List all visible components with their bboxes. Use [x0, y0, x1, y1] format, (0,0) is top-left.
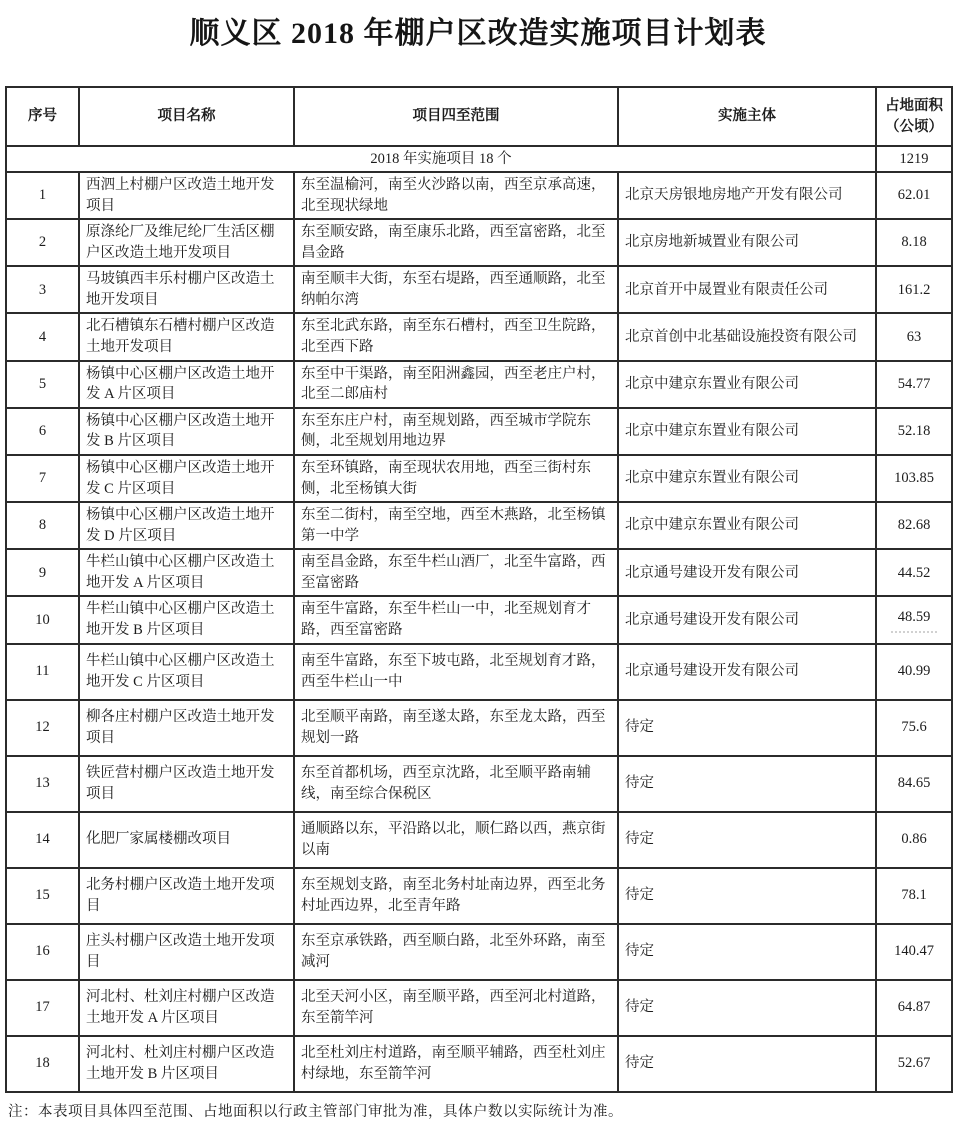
table-row	[6, 1036, 952, 1092]
entity-cell: 北京天房银地房地产开发有限公司	[618, 172, 876, 219]
project-name-cell: 牛栏山镇中心区棚户区改造土地开发 A 片区项目	[79, 549, 294, 596]
entity-cell: 北京首开中晟置业有限责任公司	[618, 266, 876, 313]
area-cell	[876, 756, 952, 812]
table-row	[6, 596, 952, 643]
serial-cell: 10	[6, 596, 79, 643]
scope-cell: 南至牛富路，东至牛栏山一中，北至规划育才路，西至富密路	[294, 596, 618, 643]
scope-cell: 东至首都机场，西至京沈路，北至顺平路南辅线，南至综合保税区	[294, 756, 618, 812]
footer-note: 注：本表项目具体四至范围、占地面积以行政主管部门审批为准，具体户数以实际统计为准。	[8, 1103, 623, 1120]
area-cell	[876, 924, 952, 980]
table-row	[6, 266, 952, 313]
area-cell	[876, 266, 952, 313]
entity-cell: 待定	[618, 812, 876, 868]
project-name-cell: 铁匠营村棚户区改造土地开发项目	[79, 756, 294, 812]
serial-cell: 14	[6, 812, 79, 868]
area-cell	[876, 172, 952, 219]
table-row	[6, 219, 952, 266]
table-row	[6, 361, 952, 408]
entity-cell: 北京中建京东置业有限公司	[618, 455, 876, 502]
table-row	[6, 924, 952, 980]
area-cell	[876, 455, 952, 502]
summary-row	[6, 146, 952, 172]
area-value: 44.52	[897, 564, 931, 581]
summary-label: 2018 年实施项目 18 个	[6, 146, 876, 172]
smudge-artifact	[891, 630, 937, 633]
serial-cell: 11	[6, 644, 79, 700]
scope-cell: 南至昌金路，东至牛栏山酒厂，北至牛富路，西至富密路	[294, 549, 618, 596]
area-cell	[876, 219, 952, 266]
area-cell	[876, 700, 952, 756]
col-header-entity: 实施主体	[618, 87, 876, 146]
serial-cell: 3	[6, 266, 79, 313]
project-name-cell: 牛栏山镇中心区棚户区改造土地开发 B 片区项目	[79, 596, 294, 643]
col-header-scope: 项目四至范围	[294, 87, 618, 146]
table-row	[6, 980, 952, 1036]
scope-cell: 东至温榆河，南至火沙路以南，西至京承高速，北至现状绿地	[294, 172, 618, 219]
area-cell	[876, 549, 952, 596]
entity-cell: 待定	[618, 868, 876, 924]
table-row	[6, 756, 952, 812]
project-name-cell: 杨镇中心区棚户区改造土地开发 A 片区项目	[79, 361, 294, 408]
scope-cell: 通顺路以东，平沿路以北，顺仁路以西，燕京街以南	[294, 812, 618, 868]
scope-cell: 北至杜刘庄村道路，南至顺平辅路，西至杜刘庄村绿地，东至箭竿河	[294, 1036, 618, 1092]
area-cell	[876, 868, 952, 924]
area-value: 103.85	[894, 470, 934, 487]
entity-cell: 待定	[618, 924, 876, 980]
serial-cell: 2	[6, 219, 79, 266]
project-name-cell: 牛栏山镇中心区棚户区改造土地开发 C 片区项目	[79, 644, 294, 700]
col-header-area: 占地面积（公顷）	[876, 87, 952, 146]
entity-cell: 北京中建京东置业有限公司	[618, 408, 876, 455]
scope-cell: 东至二街村，南至空地，西至木燕路，北至杨镇第一中学	[294, 502, 618, 549]
area-value: 161.2	[897, 281, 931, 298]
entity-cell: 北京通号建设开发有限公司	[618, 549, 876, 596]
project-name-cell: 杨镇中心区棚户区改造土地开发 D 片区项目	[79, 502, 294, 549]
scope-cell: 东至规划支路，南至北务村址南边界，西至北务村址西边界，北至青年路	[294, 868, 618, 924]
area-value: 78.1	[901, 887, 927, 904]
project-name-cell: 北务村棚户区改造土地开发项目	[79, 868, 294, 924]
table-row	[6, 644, 952, 700]
area-value: 0.86	[901, 831, 927, 848]
table-row	[6, 172, 952, 219]
entity-cell: 待定	[618, 1036, 876, 1092]
table-body	[6, 146, 952, 1092]
area-value: 62.01	[897, 187, 931, 204]
serial-cell: 13	[6, 756, 79, 812]
area-value: 52.18	[897, 423, 931, 440]
area-cell	[876, 502, 952, 549]
summary-area: 1219	[876, 146, 952, 172]
project-name-cell: 柳各庄村棚户区改造土地开发项目	[79, 700, 294, 756]
scope-cell: 东至顺安路，南至康乐北路，西至富密路，北至昌金路	[294, 219, 618, 266]
serial-cell: 15	[6, 868, 79, 924]
entity-cell: 北京中建京东置业有限公司	[618, 502, 876, 549]
entity-cell: 待定	[618, 700, 876, 756]
area-cell	[876, 313, 952, 360]
project-name-cell: 杨镇中心区棚户区改造土地开发 B 片区项目	[79, 408, 294, 455]
area-value: 82.68	[897, 517, 931, 534]
area-cell	[876, 596, 952, 643]
entity-cell: 北京通号建设开发有限公司	[618, 596, 876, 643]
project-name-cell: 马坡镇西丰乐村棚户区改造土地开发项目	[79, 266, 294, 313]
project-name-cell: 杨镇中心区棚户区改造土地开发 C 片区项目	[79, 455, 294, 502]
scope-cell: 东至环镇路，南至现状农用地，西至三街村东侧，北至杨镇大街	[294, 455, 618, 502]
table-row	[6, 868, 952, 924]
serial-cell: 12	[6, 700, 79, 756]
table-row	[6, 313, 952, 360]
table-row	[6, 502, 952, 549]
table-row	[6, 812, 952, 868]
table-row	[6, 700, 952, 756]
table-row	[6, 549, 952, 596]
col-header-project-name: 项目名称	[79, 87, 294, 146]
area-value: 63	[906, 328, 922, 345]
area-value: 75.6	[901, 719, 927, 736]
area-value: 8.18	[901, 234, 927, 251]
scope-cell: 东至东庄户村，南至规划路，西至城市学院东侧，北至规划用地边界	[294, 408, 618, 455]
serial-cell: 17	[6, 980, 79, 1036]
area-value: 40.99	[897, 663, 931, 680]
entity-cell: 北京房地新城置业有限公司	[618, 219, 876, 266]
scope-cell: 东至北武东路，南至东石槽村，西至卫生院路，北至西下路	[294, 313, 618, 360]
project-name-cell: 北石槽镇东石槽村棚户区改造土地开发项目	[79, 313, 294, 360]
scope-cell: 东至中干渠路，南至阳洲鑫园，西至老庄户村，北至二郎庙村	[294, 361, 618, 408]
projects-table	[5, 86, 953, 1093]
scope-cell: 北至天河小区，南至顺平路，西至河北村道路，东至箭竿河	[294, 980, 618, 1036]
area-value: 64.87	[897, 999, 931, 1016]
table-row	[6, 408, 952, 455]
scope-cell: 北至顺平南路，南至遂太路，东至龙太路，西至规划一路	[294, 700, 618, 756]
entity-cell: 北京首创中北基础设施投资有限公司	[618, 313, 876, 360]
serial-cell: 5	[6, 361, 79, 408]
project-name-cell: 庄头村棚户区改造土地开发项目	[79, 924, 294, 980]
project-name-cell: 河北村、杜刘庄村棚户区改造土地开发 B 片区项目	[79, 1036, 294, 1092]
project-name-cell: 西泗上村棚户区改造土地开发项目	[79, 172, 294, 219]
area-cell	[876, 1036, 952, 1092]
project-name-cell: 河北村、杜刘庄村棚户区改造土地开发 A 片区项目	[79, 980, 294, 1036]
serial-cell: 8	[6, 502, 79, 549]
area-cell	[876, 812, 952, 868]
area-value: 140.47	[894, 943, 934, 960]
scope-cell: 南至顺丰大街，东至右堤路，西至通顺路，北至纳帕尔湾	[294, 266, 618, 313]
page-title: 顺义区 2018 年棚户区改造实施项目计划表	[189, 17, 767, 50]
area-cell	[876, 644, 952, 700]
serial-cell: 6	[6, 408, 79, 455]
area-value: 48.59	[897, 609, 931, 626]
project-name-cell: 化肥厂家属楼棚改项目	[79, 812, 294, 868]
entity-cell: 待定	[618, 756, 876, 812]
col-header-serial: 序号	[6, 87, 79, 146]
area-cell	[876, 361, 952, 408]
scope-cell: 东至京承铁路，西至顺白路，北至外环路，南至减河	[294, 924, 618, 980]
header-row	[6, 87, 952, 146]
area-value: 84.65	[897, 775, 931, 792]
table-row	[6, 455, 952, 502]
area-cell	[876, 408, 952, 455]
serial-cell: 18	[6, 1036, 79, 1092]
area-cell	[876, 980, 952, 1036]
serial-cell: 7	[6, 455, 79, 502]
project-name-cell: 原涤纶厂及维尼纶厂生活区棚户区改造土地开发项目	[79, 219, 294, 266]
entity-cell: 北京中建京东置业有限公司	[618, 361, 876, 408]
serial-cell: 16	[6, 924, 79, 980]
area-value: 52.67	[897, 1055, 931, 1072]
scope-cell: 南至牛富路，东至下坡屯路，北至规划育才路，西至牛栏山一中	[294, 644, 618, 700]
entity-cell: 待定	[618, 980, 876, 1036]
serial-cell: 4	[6, 313, 79, 360]
entity-cell: 北京通号建设开发有限公司	[618, 644, 876, 700]
serial-cell: 9	[6, 549, 79, 596]
area-value: 54.77	[897, 375, 931, 392]
serial-cell: 1	[6, 172, 79, 219]
